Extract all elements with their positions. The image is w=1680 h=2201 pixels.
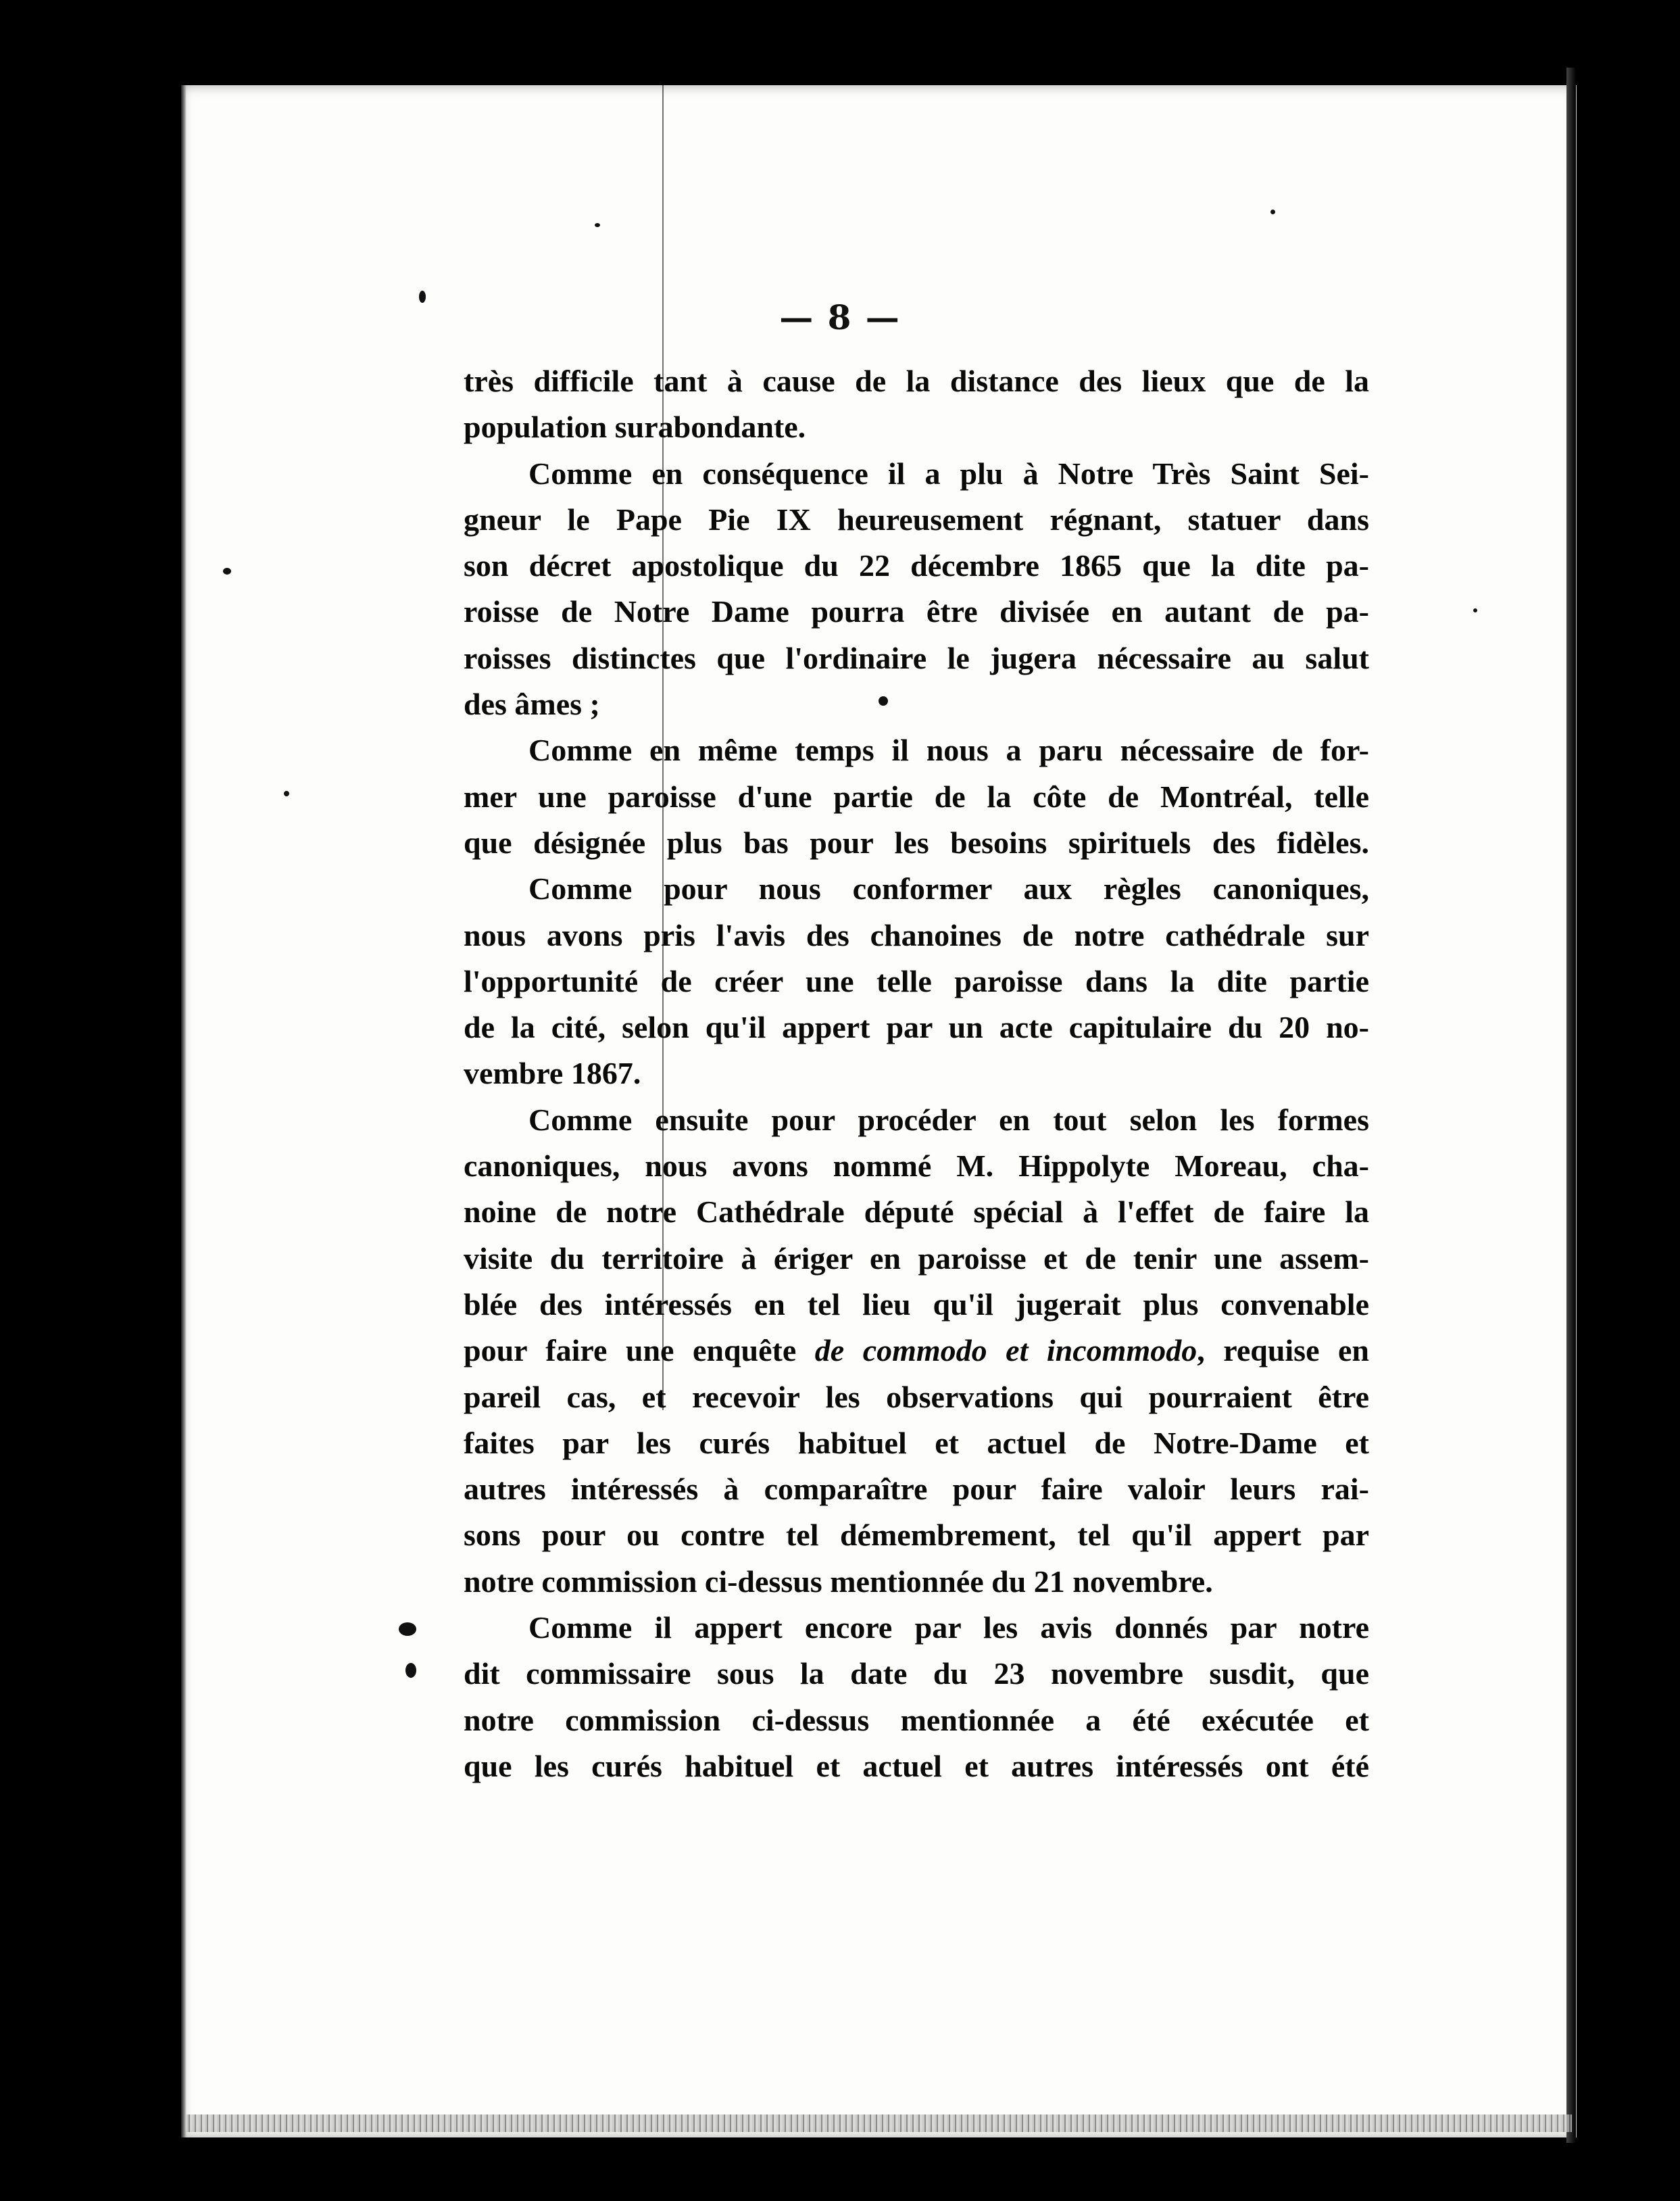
line-text: de la cité, selon qu'il appert par un acte capitulaire du 20 no- [464, 1010, 1369, 1045]
line-text: pareil cas, et recevoir les observations qui pourraient être [464, 1379, 1369, 1414]
text-line [464, 1005, 1369, 1050]
body-text [464, 358, 1369, 1789]
line-text: sons pour ou contre tel démembrement, tel qu'il appert par [464, 1518, 1369, 1553]
ink-speck [1270, 210, 1275, 214]
line-text: que désignée plus bas pour les besoins spirituels des fidèles. [464, 825, 1369, 860]
text-line [464, 543, 1369, 589]
line-text: canoniques, nous avons nommé M. Hippolyte Moreau, cha- [464, 1148, 1369, 1184]
text-line [464, 727, 1369, 773]
line-text: noine de notre Cathédrale député spécial à l'effet de faire la [464, 1194, 1369, 1230]
text-line [464, 1559, 1369, 1605]
text-line [464, 1651, 1369, 1697]
line-text: Comme pour nous conformer aux règles canoniques, [528, 871, 1369, 906]
line-text: son décret apostolique du 22 décembre 1865 que la dite pa- [464, 548, 1369, 583]
text-line [464, 1374, 1369, 1420]
line-text: gneur le Pape Pie IX heureusement régnant, statuer dans [464, 502, 1369, 537]
ink-speck [595, 223, 600, 227]
text-line [464, 451, 1369, 497]
line-text: roisses distinctes que l'ordinaire le jugera nécessaire au salut [464, 640, 1369, 675]
text-line [464, 913, 1369, 959]
line-text: Comme en conséquence il a plu à Notre Très Saint Sei- [528, 456, 1369, 491]
line-text: des âmes ; [464, 687, 600, 722]
line-text: Comme il appert encore par les avis donnés par notre [528, 1610, 1369, 1645]
text-line [464, 959, 1369, 1005]
ink-speck [399, 1622, 416, 1636]
text-line [464, 1050, 1369, 1096]
line-text-after: , requise en [1197, 1333, 1369, 1368]
latin-phrase: de commodo et incommodo [814, 1333, 1197, 1368]
text-line [464, 820, 1369, 866]
text-line [464, 1697, 1369, 1743]
line-text: notre commission ci-dessus mentionnée du 21 novembre. [464, 1564, 1213, 1599]
text-line [464, 1743, 1369, 1789]
paper-bottom-edge [187, 2114, 1572, 2132]
ink-speck [223, 568, 231, 575]
paper-left-edge [181, 85, 187, 2137]
line-text: blée des intéressés en tel lieu qu'il jugerait plus convenable [464, 1286, 1369, 1322]
text-line [464, 1143, 1369, 1189]
paper-right-edge [1566, 68, 1576, 2143]
text-line [464, 1512, 1369, 1558]
text-line [464, 589, 1369, 635]
line-text: l'opportunité de créer une telle paroisse dans la dite partie [464, 963, 1369, 998]
line-text: visite du territoire à ériger en paroisse et de tenir une assem- [464, 1240, 1369, 1276]
line-text: très difficile tant à cause de la distance des lieux que de la [464, 364, 1369, 398]
line-text: roisse de Notre Dame pourra être divisée en autant de pa- [464, 594, 1369, 629]
ink-speck [1473, 608, 1477, 612]
line-text: nous avons pris l'avis des chanoines de notre cathédrale sur [464, 917, 1369, 952]
text-line [464, 1282, 1369, 1328]
ink-speck [284, 791, 289, 796]
ink-speck [405, 1663, 416, 1678]
text-line [464, 1605, 1369, 1651]
text-line [464, 1236, 1369, 1282]
text-line [464, 358, 1369, 404]
text-line [464, 1466, 1369, 1512]
line-text: notre commission ci-dessus mentionnée a été exécutée et [464, 1702, 1369, 1737]
text-line [464, 404, 1369, 450]
line-text: Comme ensuite pour procéder en tout selon les formes [528, 1102, 1369, 1137]
line-text: mer une paroisse d'une partie de la côte de Montréal, telle [464, 779, 1369, 814]
line-text: faites par les curés habituel et actuel de Notre-Dame et [464, 1425, 1369, 1460]
page-number: — 8 — [779, 297, 901, 337]
line-text: Comme en même temps il nous a paru nécessaire de for- [528, 733, 1369, 768]
text-line [464, 497, 1369, 543]
text-line [464, 1097, 1369, 1143]
text-line [464, 774, 1369, 820]
line-text: dit commissaire sous la date du 23 novembre susdit, que [464, 1656, 1369, 1691]
line-text: population surabondante. [464, 410, 806, 445]
line-text: que les curés habituel et actuel et autres intéressés ont été [464, 1748, 1369, 1783]
text-line [464, 866, 1369, 912]
line-text: vembre 1867. [464, 1056, 641, 1091]
text-line [464, 1420, 1369, 1466]
line-text: autres intéressés à comparaître pour faire valoir leurs rai- [464, 1472, 1369, 1507]
line-text: pour faire une enquête [464, 1333, 797, 1368]
text-line [464, 681, 1369, 727]
text-line [464, 1328, 1369, 1374]
text-line [464, 635, 1369, 681]
text-line [464, 1189, 1369, 1235]
